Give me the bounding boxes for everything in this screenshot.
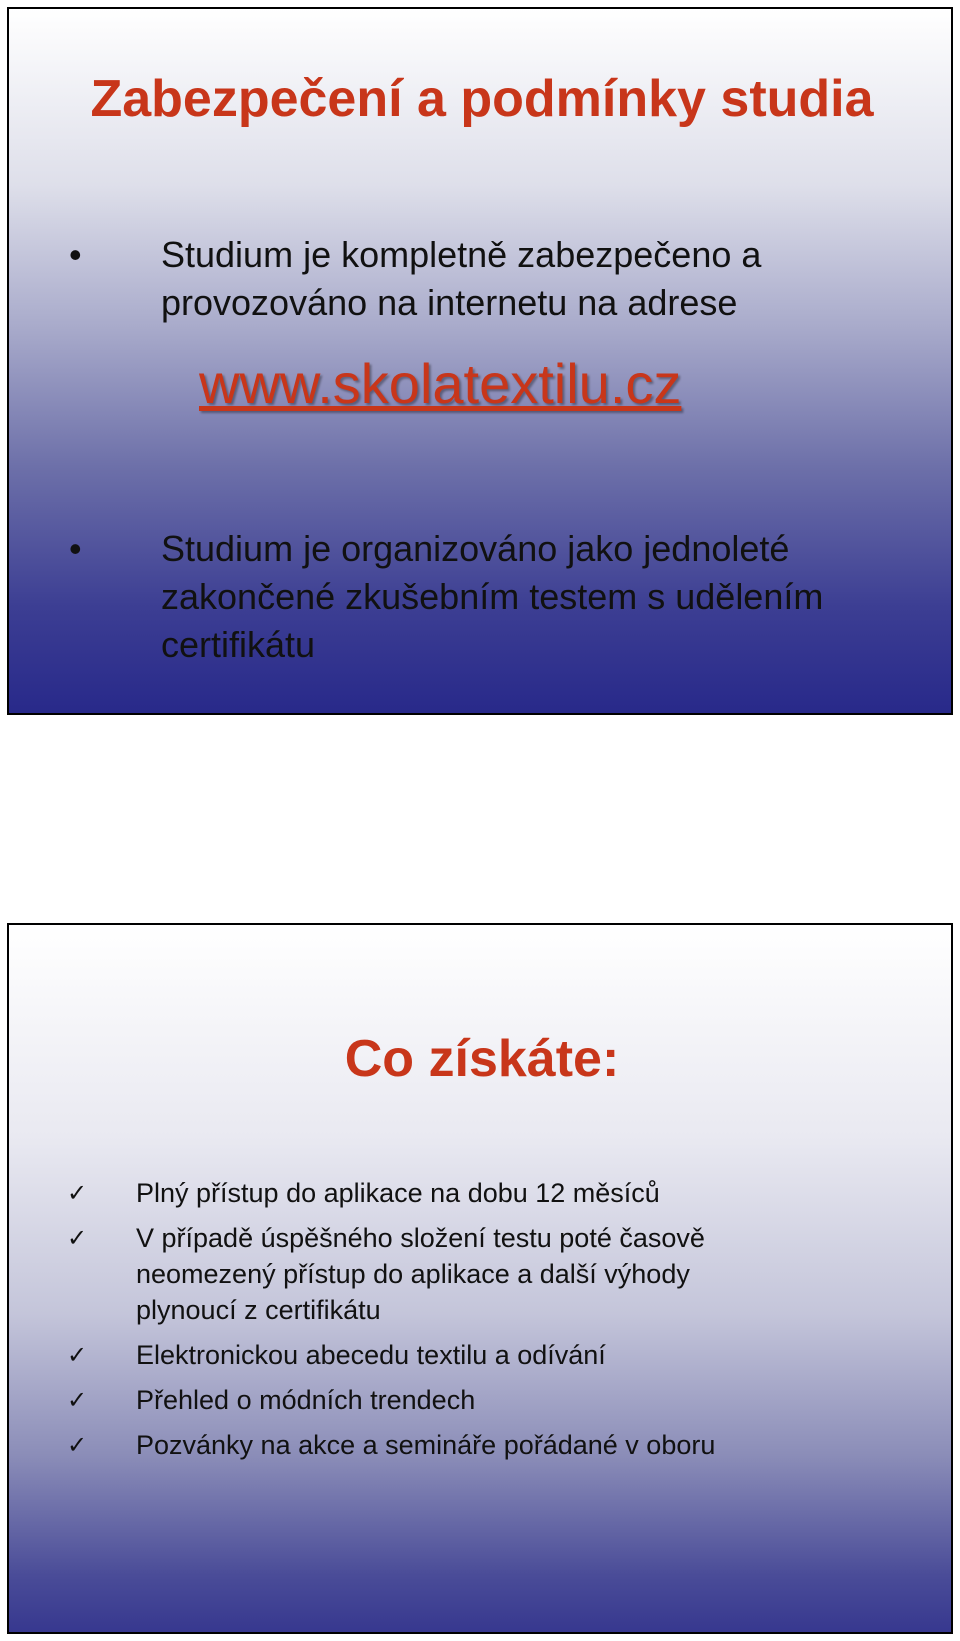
list-item-text: Přehled o módních trendech [136, 1385, 476, 1415]
checkmark-icon: ✓ [67, 1341, 88, 1369]
list-item-text: Pozvánky na akce a semináře pořádané v oboru [136, 1430, 716, 1460]
checkmark-icon: ✓ [67, 1431, 88, 1459]
bullet-item-2 [69, 525, 949, 675]
checkmark-icon: ✓ [67, 1224, 88, 1252]
bullet-item-1 [69, 231, 949, 331]
list-item-text: Elektronickou abecedu textilu a odívání [136, 1340, 606, 1370]
slide-1 [7, 7, 953, 715]
list-item-text: Plný přístup do aplikace na dobu 12 měsíců [136, 1178, 660, 1208]
list-item [9, 1382, 953, 1418]
slide-1-title: Zabezpečení a podmínky studia [90, 70, 874, 128]
checkmark-icon: ✓ [67, 1179, 88, 1207]
slide-2-title: Co získáte: [344, 1030, 620, 1088]
bullet-text-2: Studium je organizováno jako jednoleté zakončené zkušebním testem s udělením certifikátu [161, 528, 824, 665]
list-item [9, 1427, 953, 1463]
website-link[interactable]: www.skolatextilu.cz [199, 352, 682, 415]
benefits-checklist [9, 1175, 953, 1472]
bullet-text-1: Studium je kompletně zabezpečeno a provozováno na internetu na adrese [161, 234, 762, 323]
bullet-dot-icon: • [69, 234, 82, 275]
slide-2 [7, 923, 953, 1634]
list-item [9, 1220, 953, 1328]
list-item [9, 1337, 953, 1373]
bullet-dot-icon: • [69, 528, 82, 569]
list-item [9, 1175, 953, 1211]
list-item-text: V případě úspěšného složení testu poté časově neomezený přístup do aplikace a další výhody plynoucí z certifikátu [136, 1223, 705, 1325]
checkmark-icon: ✓ [67, 1386, 88, 1414]
